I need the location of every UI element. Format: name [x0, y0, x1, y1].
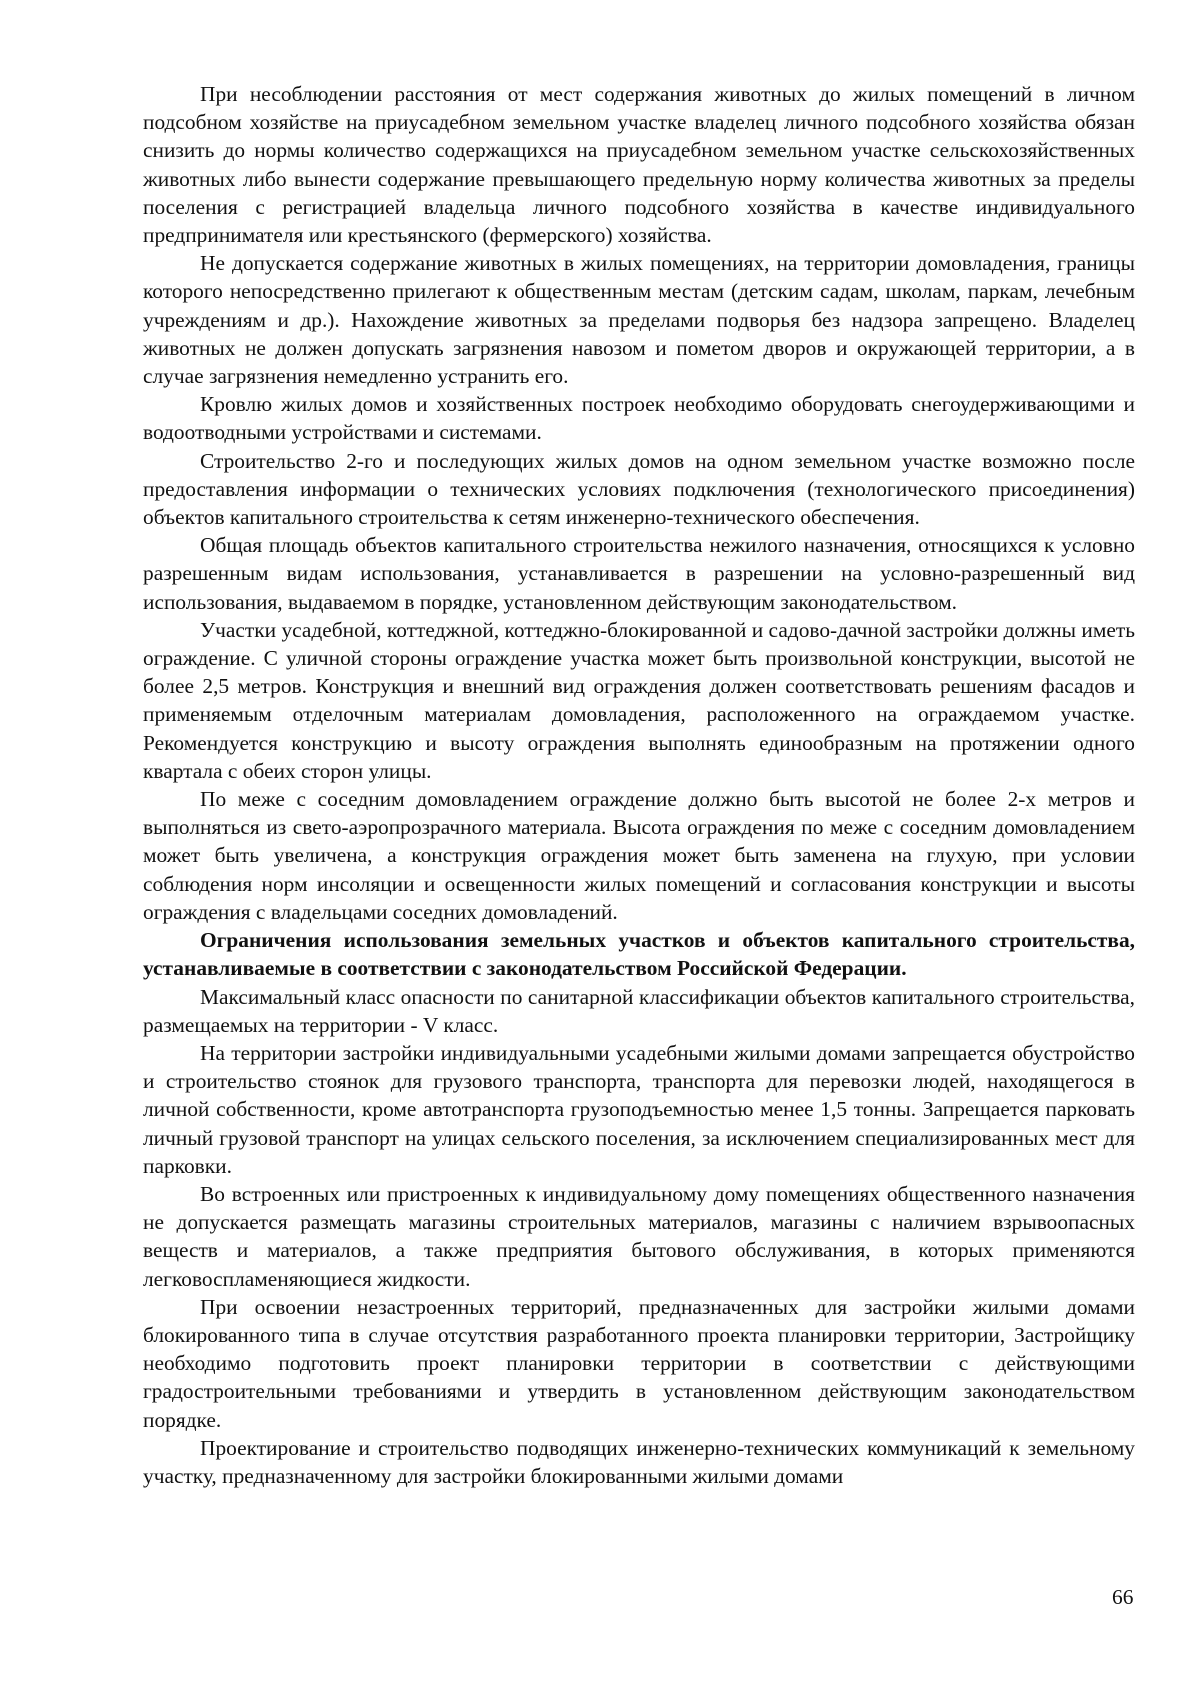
section-heading-restrictions: Ограничения использования земельных участков и объектов капитального строительства, устанавливаемые в соответствии с законодательством Российской Федерации.: [143, 928, 1135, 981]
paragraph-hazard-class: Максимальный класс опасности по санитарной классификации объектов капитального строительства, размещаемых на территории - V класс.: [143, 984, 1135, 1037]
document-page: [143, 80, 1135, 1490]
page-number: 66: [1112, 1585, 1134, 1609]
paragraph-planning-project: При освоении незастроенных территорий, предназначенных для застройки жилыми домами блокированного типа в случае отсутствия разработанного проекта планировки территории, Застройщику необходимо подготовить проект планировки территории в соответствии с действующими градостроительными требованиями и утвердить в установленном действующим законодательством порядке.: [143, 1294, 1135, 1432]
paragraph-fencing: Участки усадебной, коттеджной, коттеджно-блокированной и садово-дачной застройки должны иметь ограждение. С уличной стороны ограждение участка может быть произвольной конструкции, высотой не более 2,5 метров. Конструкция и внешний вид ограждения должен соответствовать решениям фасадов и применяемым отделочным материалам домовладения, расположенного на ограждаемом участке. Рекомендуется конструкцию и высоту ограждения выполнять единообразным на протяжении одного квартала с обеих сторон улицы.: [143, 617, 1135, 783]
paragraph-roofing: Кровлю жилых домов и хозяйственных построек необходимо оборудовать снегоудерживающими и водоотводными устройствами и системами.: [143, 392, 1135, 445]
paragraph-animal-distance: При несоблюдении расстояния от мест содержания животных до жилых помещений в личном подсобном хозяйстве на приусадебном земельном участке владелец личного подсобного хозяйства обязан снизить до нормы количество содержащихся на приусадебном земельном участке сельскохозяйственных животных либо вынести содержание превышающего предельную норму количества животных за пределы поселения с регистрацией владельца личного подсобного хозяйства в качестве индивидуального предпринимателя или крестьянского (фермерского) хозяйства.: [143, 82, 1135, 248]
paragraph-built-in-premises: Во встроенных или пристроенных к индивидуальному дому помещениях общественного назначения не допускается размещать магазины строительных материалов, магазины с наличием взрывоопасных веществ и материалов, а также предприятия бытового обслуживания, в которых применяются легковоспламеняющиеся жидкости.: [143, 1181, 1135, 1291]
paragraph-utilities: Проектирование и строительство подводящих инженерно-технических коммуникаций к земельному участку, предназначенному для застройки блокированными жилыми домами: [143, 1435, 1135, 1488]
paragraph-animal-keeping: Не допускается содержание животных в жилых помещениях, на территории домовладения, границы которого непосредственно прилегают к общественным местам (детским садам, школам, паркам, лечебным учреждениям и др.). Нахождение животных за пределами подворья без надзора запрещено. Владелец животных не должен допускать загрязнения навозом и пометом дворов и окружающей территории, а в случае загрязнения немедленно устранить его.: [143, 251, 1135, 389]
paragraph-total-area: Общая площадь объектов капитального строительства нежилого назначения, относящихся к условно разрешенным видам использования, устанавливается в разрешении на условно-разрешенный вид использования, выдаваемом в порядке, установленном действующим законодательством.: [143, 533, 1135, 614]
paragraph-boundary-fence: По меже с соседним домовладением ограждение должно быть высотой не более 2-х метров и выполняться из свето-аэропрозрачного материала. Высота ограждения по меже с соседним домовладением может быть увеличена, а конструкция ограждения может быть заменена на глухую, при условии соблюдения норм инсоляции и освещенности жилых помещений и согласования конструкции и высоты ограждения с владельцами соседних домовладений.: [143, 787, 1135, 924]
paragraph-parking: На территории застройки индивидуальными усадебными жилыми домами запрещается обустройство и строительство стоянок для грузового транспорта, транспорта для перевозки людей, находящегося в личной собственности, кроме автотранспорта грузоподъемностью менее 1,5 тонны. Запрещается парковать личный грузовой транспорт на улицах сельского поселения, за исключением специализированных мест для парковки.: [143, 1040, 1135, 1178]
paragraph-second-house: Строительство 2-го и последующих жилых домов на одном земельном участке возможно после предоставления информации о технических условиях подключения (технологического присоединения) объектов капитального строительства к сетям инженерно-технического обеспечения.: [143, 448, 1135, 530]
